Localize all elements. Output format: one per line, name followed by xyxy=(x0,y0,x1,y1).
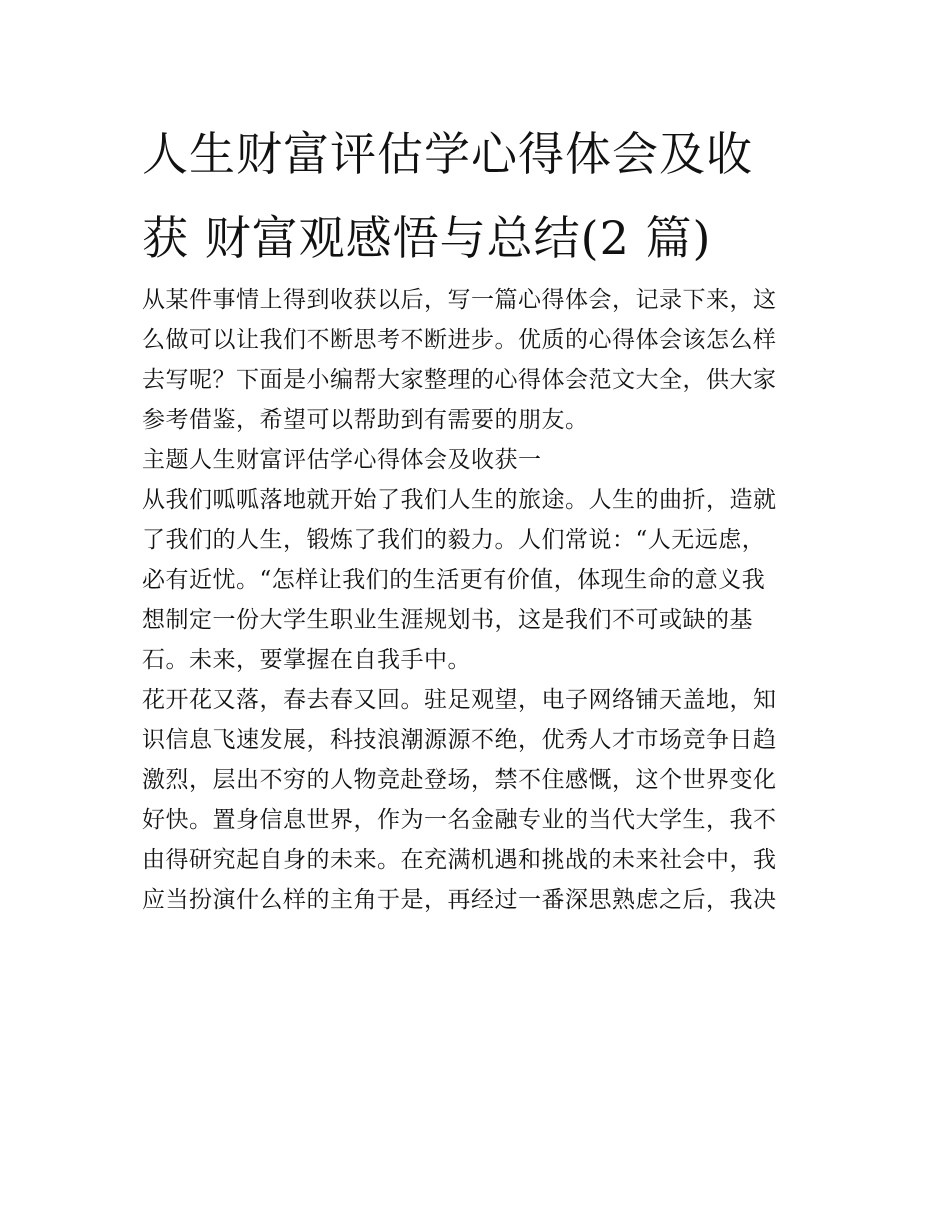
paragraph-line: 从我们呱呱落地就开始了我们人生的旅途。人生的曲折，造就 xyxy=(142,487,777,513)
title-line: 获 财富观感悟与总结(2 篇) xyxy=(142,211,712,265)
document-title xyxy=(142,112,822,280)
paragraph-line: 应当扮演什么样的主角于是，再经过一番深思熟虑之后，我决 xyxy=(142,887,777,913)
intro-line: 从某件事情上得到收获以后，写一篇心得体会，记录下来，这 xyxy=(142,287,777,313)
paragraph-line: 激烈，层出不穷的人物竞赴登场，禁不住感慨，这个世界变化 xyxy=(142,767,777,793)
intro-line: 么做可以让我们不断思考不断进步。优质的心得体会该怎么样 xyxy=(142,327,777,353)
paragraph-line: 必有近忧。“怎样让我们的生活更有价值，体现生命的意义我 xyxy=(142,567,766,593)
document-body xyxy=(142,280,812,920)
paragraph-line: 石。未来，要掌握在自我手中。 xyxy=(142,647,471,673)
title-line: 人生财富评估学心得体会及收 xyxy=(142,127,753,181)
paragraph-line: 识信息飞速发展，科技浪潮源源不绝，优秀人才市场竞争日趋 xyxy=(142,727,777,753)
paragraph-line: 由得研究起自身的未来。在充满机遇和挑战的未来社会中，我 xyxy=(142,847,777,873)
paragraph-line: 花开花又落，春去春又回。驻足观望，电子网络铺天盖地，知 xyxy=(142,687,777,713)
paragraph-line: 了我们的人生，锻炼了我们的毅力。人们常说：“人无远虑， xyxy=(142,527,766,553)
paragraph-line: 想制定一份大学生职业生涯规划书，这是我们不可或缺的基 xyxy=(142,607,753,633)
paragraph-line: 好快。置身信息世界，作为一名金融专业的当代大学生，我不 xyxy=(142,807,777,833)
section-heading: 主题人生财富评估学心得体会及收获一 xyxy=(142,447,542,473)
intro-line: 参考借鉴，希望可以帮助到有需要的朋友。 xyxy=(142,407,589,433)
intro-line: 去写呢？下面是小编帮大家整理的心得体会范文大全，供大家 xyxy=(142,367,777,393)
